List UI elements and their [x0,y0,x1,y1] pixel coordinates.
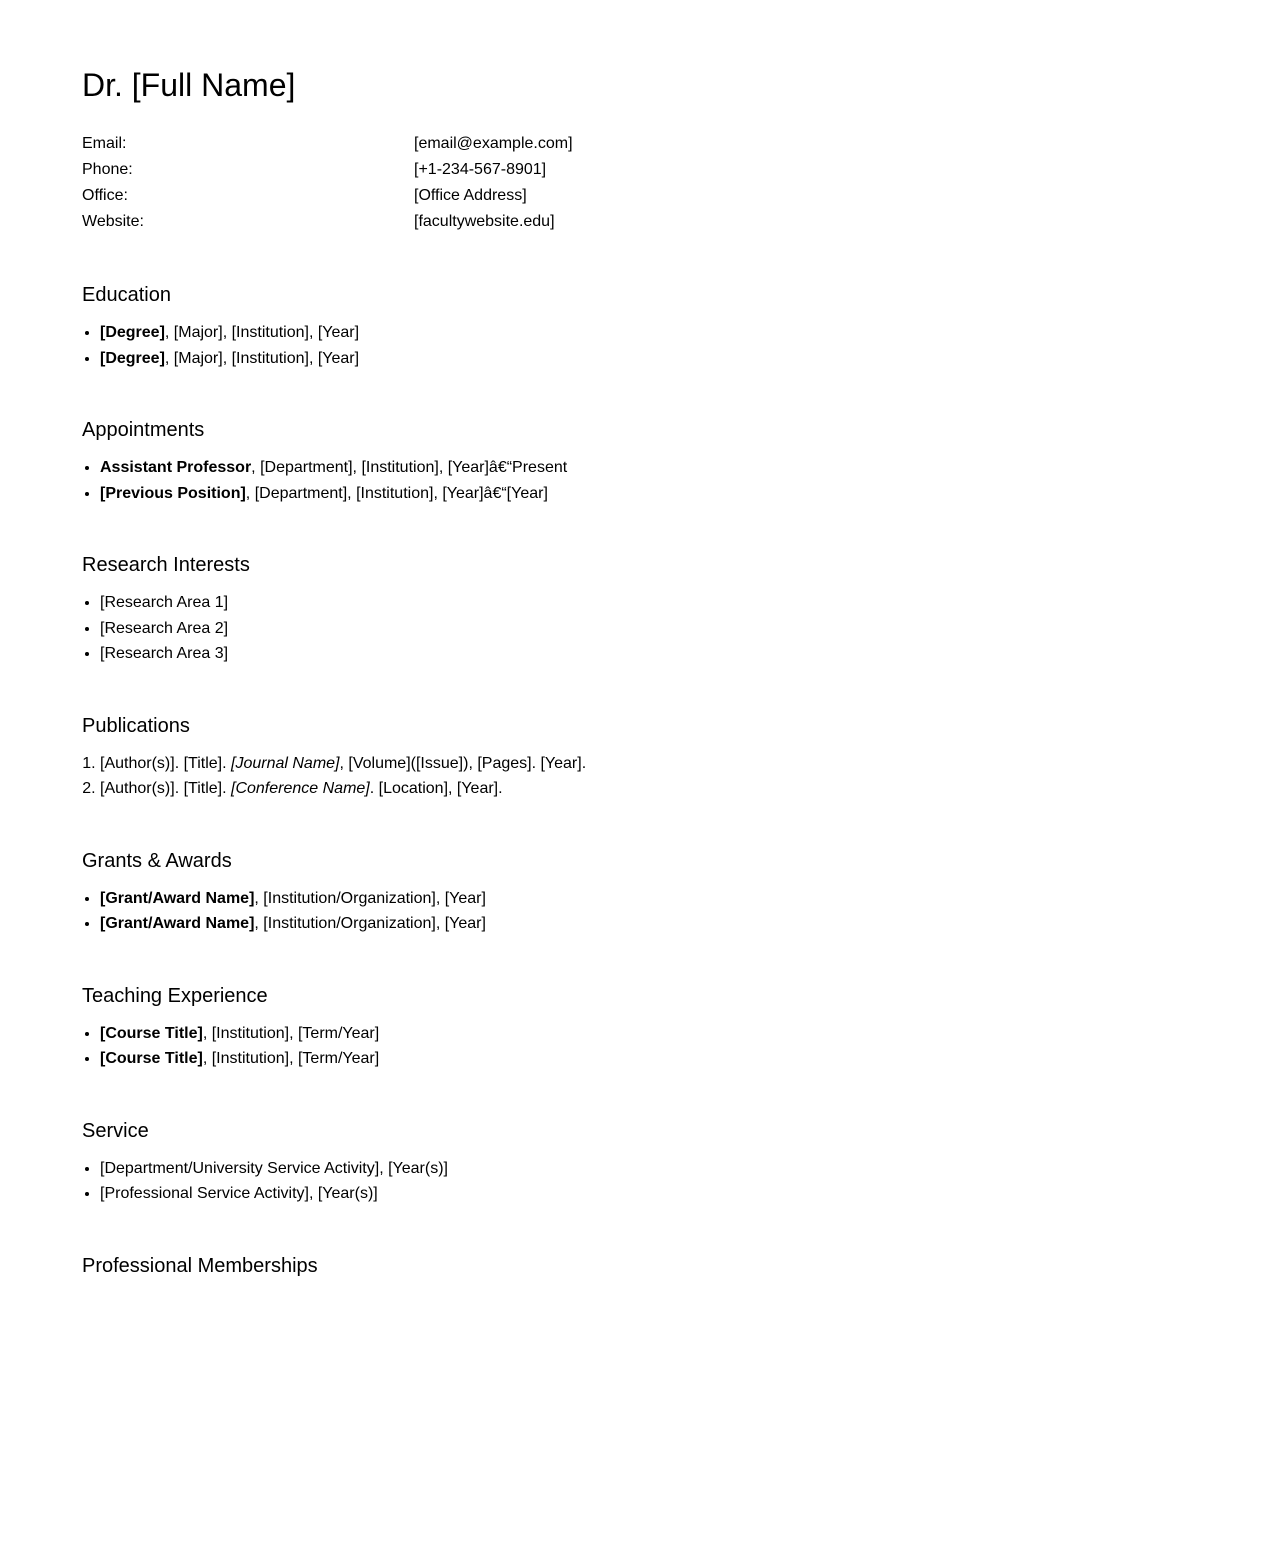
degree-details: , [Major], [Institution], [Year] [164,349,360,367]
contact-label: Website: [82,213,144,230]
degree-details: , [Major], [Institution], [Year] [164,324,360,341]
section-heading: Grants & Awards [82,849,232,872]
section-heading: Appointments [82,419,205,441]
list-item: • [Professional Service Activity], [Year(s)] [100,1181,1263,1207]
contact-value: [email@example.com] [414,135,573,152]
list-item [100,751,1263,777]
citation-details: , [Volume]([Issue]), [Pages]. [Year]. [339,754,587,772]
list-item [100,320,1263,346]
section-appointments [82,417,1263,506]
section-grants-awards [82,848,1263,937]
page-title: Dr. [Full Name] [82,67,296,103]
list-item: • [Department/University Service Activity], [Year(s)] [100,1156,1263,1182]
position-title: [Previous Position] [100,484,246,502]
section-heading: Education [82,284,171,306]
grant-name: [Grant/Award Name] [100,915,255,932]
section-education [82,282,1263,371]
course-details: , [Institution], [Term/Year] [202,1050,380,1067]
contact-value: [+1-234-567-8901] [414,161,547,178]
section-heading: Professional Memberships [82,1254,318,1277]
citation-authors-title: [Author(s)]. [Title]. [100,780,231,797]
section-heading: Teaching Experience [82,984,268,1007]
contact-row-website [82,209,1263,235]
section-heading: Service [82,1119,149,1142]
grants-list [82,886,1263,937]
list-item [100,776,1263,802]
contact-info [82,131,1263,235]
contact-label: Email: [82,135,127,152]
list-item: • [Research Area 2] [100,616,1263,642]
citation-authors-title: [Author(s)]. [Title]. [100,754,231,772]
contact-value: [facultywebsite.edu] [414,213,555,230]
list-item [100,455,1263,481]
education-list [82,320,1263,371]
grant-name: [Grant/Award Name] [100,889,255,907]
section-service [82,1118,1263,1207]
contact-row-email [82,131,1263,157]
citation-venue: [Conference Name] [231,780,370,797]
contact-label: Phone: [82,161,133,178]
list-item [100,481,1263,507]
research-list [82,590,1263,667]
list-item [100,886,1263,912]
section-heading: Publications [82,714,190,737]
position-title: Assistant Professor [100,459,252,476]
degree-name: [Degree] [100,324,165,341]
section-publications [82,713,1263,802]
grant-details: , [Institution/Organization], [Year] [254,915,486,932]
list-item [100,1046,1263,1072]
course-title: [Course Title] [100,1050,203,1067]
contact-row-phone [82,157,1263,183]
section-research-interests [82,552,1263,667]
list-item: • [Research Area 3] [100,641,1263,667]
section-heading: Research Interests [82,554,250,576]
course-details: , [Institution], [Term/Year] [202,1024,380,1042]
section-memberships [82,1253,1263,1279]
course-title: [Course Title] [100,1024,203,1042]
teaching-list [82,1021,1263,1072]
list-item [100,911,1263,937]
degree-name: [Degree] [100,349,165,367]
service-list [82,1156,1263,1207]
contact-value: [Office Address] [414,187,527,204]
list-item [100,1021,1263,1047]
list-item [100,346,1263,372]
position-details: , [Department], [Institution], [Year]â€“[Year] [245,484,548,502]
list-item: • [Research Area 1] [100,590,1263,616]
publications-list [82,751,1263,802]
citation-details: . [Location], [Year]. [369,780,503,797]
appointments-list [82,455,1263,506]
section-teaching [82,983,1263,1072]
contact-label: Office: [82,187,128,204]
contact-row-office [82,183,1263,209]
citation-venue: [Journal Name] [231,754,340,772]
position-details: , [Department], [Institution], [Year]â€“Present [251,459,568,476]
grant-details: , [Institution/Organization], [Year] [254,889,486,907]
